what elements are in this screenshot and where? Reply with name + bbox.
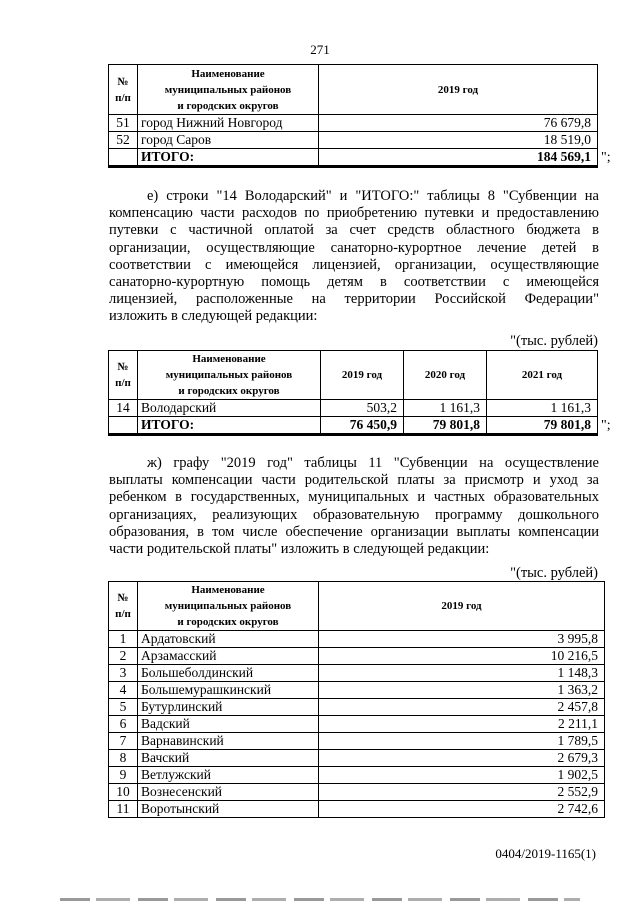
header-num: № п/п <box>109 582 138 631</box>
cell-2019: 503,2 <box>321 400 404 417</box>
table-row <box>109 648 605 665</box>
cell-2019: 3 995,8 <box>319 631 605 648</box>
cell-2019: 76 450,9 <box>321 417 404 435</box>
table-1 <box>108 64 598 168</box>
cell-2019: 2 457,8 <box>319 699 605 716</box>
cell-name: Воротынский <box>138 801 319 818</box>
table-1-closing-quote: "; <box>601 150 611 165</box>
paragraph-line: санаторно-курортную помощь детям в соответствии с имеющейся <box>109 274 599 291</box>
cell-num: 6 <box>109 716 138 733</box>
paragraph-line: изложить в следующей редакции: <box>109 308 318 325</box>
cell-num: 9 <box>109 767 138 784</box>
cell-num: 8 <box>109 750 138 767</box>
cell-name: Бутурлинский <box>138 699 319 716</box>
unit-label-1: "(тыс. рублей) <box>510 333 598 349</box>
header-2020: 2020 год <box>404 351 487 400</box>
cell-name: Ардатовский <box>138 631 319 648</box>
cell-2019: 2 679,3 <box>319 750 605 767</box>
header-2021: 2021 год <box>487 351 598 400</box>
paragraph-line: путевки с частичной оплатой за счет средств областного бюджета в <box>109 222 599 239</box>
paragraph-line: организациях, реализующих образовательную программу дошкольного <box>109 506 599 523</box>
cell-2019: 1 148,3 <box>319 665 605 682</box>
cell-name: Арзамасский <box>138 648 319 665</box>
header-2019: 2019 год <box>321 351 404 400</box>
header-2019: 2019 год <box>319 65 598 115</box>
header-name: Наименование муниципальных районов и городских округов <box>138 582 319 631</box>
cell-name: Вадский <box>138 716 319 733</box>
table-row <box>109 784 605 801</box>
cell-num: 5 <box>109 699 138 716</box>
cell-name: город Саров <box>138 132 319 149</box>
cell-2019: 1 789,5 <box>319 733 605 750</box>
header-2019: 2019 год <box>319 582 605 631</box>
cell-name: Большемурашкинский <box>138 682 319 699</box>
cell-num: 7 <box>109 733 138 750</box>
cell-2019: 2 552,9 <box>319 784 605 801</box>
paragraph-line: ребенком в государственных, муниципальных и частных образовательных <box>109 489 599 506</box>
table-row <box>109 682 605 699</box>
cell-name: Ветлужский <box>138 767 319 784</box>
table-row <box>109 801 605 818</box>
cell-total-label: ИТОГО: <box>138 149 319 167</box>
cell-num: 4 <box>109 682 138 699</box>
header-num: № п/п <box>109 65 138 115</box>
paragraph-line: компенсацию части расходов по приобретению путевки и предоставлению <box>109 205 599 222</box>
page-number: 271 <box>310 42 330 57</box>
cell-num: 3 <box>109 665 138 682</box>
table-2-closing-quote: "; <box>601 418 611 433</box>
paragraph-line: образования, в том числе обеспечение организации выплаты компенсации <box>109 523 599 540</box>
cell-num: 52 <box>109 132 138 149</box>
table-row <box>109 767 605 784</box>
header-name: Наименование муниципальных районов и городских округов <box>138 65 319 115</box>
cell-2020: 1 161,3 <box>404 400 487 417</box>
cell-name: Большеболдинский <box>138 665 319 682</box>
header-num: № п/п <box>109 351 138 400</box>
unit-label-2: "(тыс. рублей) <box>510 565 598 581</box>
paragraph-line: части родительской платы" изложить в следующей редакции: <box>109 541 490 558</box>
total-row <box>109 149 598 167</box>
table-row <box>109 750 605 767</box>
cell-num <box>109 149 138 167</box>
cell-name: Варнавинский <box>138 733 319 750</box>
cell-2019: 10 216,5 <box>319 648 605 665</box>
cell-2019: 184 569,1 <box>319 149 598 167</box>
cell-num <box>109 417 138 435</box>
cell-name: город Нижний Новгород <box>138 115 319 132</box>
table-row <box>109 115 598 132</box>
cell-2019: 2 211,1 <box>319 716 605 733</box>
table-row <box>109 132 598 149</box>
cell-num: 51 <box>109 115 138 132</box>
table-row <box>109 699 605 716</box>
cell-num: 10 <box>109 784 138 801</box>
cell-2019: 1 902,5 <box>319 767 605 784</box>
cell-2020: 79 801,8 <box>404 417 487 435</box>
table-row <box>109 631 605 648</box>
table-row <box>109 716 605 733</box>
cell-2019: 2 742,6 <box>319 801 605 818</box>
cell-num: 14 <box>109 400 138 417</box>
paragraph-line: соответствии с имеющейся лицензией, организации, осуществляющие <box>109 256 599 273</box>
cell-2019: 76 679,8 <box>319 115 598 132</box>
paragraph-zh <box>109 455 599 558</box>
table-row <box>109 400 598 417</box>
cell-2019: 1 363,2 <box>319 682 605 699</box>
header-name: Наименование муниципальных районов и городских округов <box>138 351 321 400</box>
cell-name: Вачский <box>138 750 319 767</box>
paragraph-line: ж) графу "2019 год" таблицы 11 "Субвенции на осуществление <box>147 455 599 471</box>
cell-2019: 18 519,0 <box>319 132 598 149</box>
paragraph-line: е) строки "14 Володарский" и "ИТОГО:" таблицы 8 "Субвенции на <box>147 188 599 204</box>
cell-num: 11 <box>109 801 138 818</box>
cell-total-label: ИТОГО: <box>138 417 321 435</box>
cell-name: Володарский <box>138 400 321 417</box>
cell-name: Вознесенский <box>138 784 319 801</box>
paragraph-line: лицензией, расположенные на территории Российской Федерации" <box>109 291 599 308</box>
table-3 <box>108 581 605 818</box>
scan-artifact-line <box>60 898 580 901</box>
table-2 <box>108 350 598 436</box>
cell-2021: 79 801,8 <box>487 417 598 435</box>
paragraph-e <box>109 188 599 326</box>
cell-num: 2 <box>109 648 138 665</box>
table-row <box>109 665 605 682</box>
paragraph-line: выплаты компенсации части родительской платы за присмотр и уход за <box>109 472 599 489</box>
cell-2021: 1 161,3 <box>487 400 598 417</box>
total-row <box>109 417 598 435</box>
paragraph-line: организации, осуществляющие санаторно-курортное лечение детей в <box>109 239 599 256</box>
table-row <box>109 733 605 750</box>
footer-document-code: 0404/2019-1165(1) <box>495 846 596 861</box>
cell-num: 1 <box>109 631 138 648</box>
